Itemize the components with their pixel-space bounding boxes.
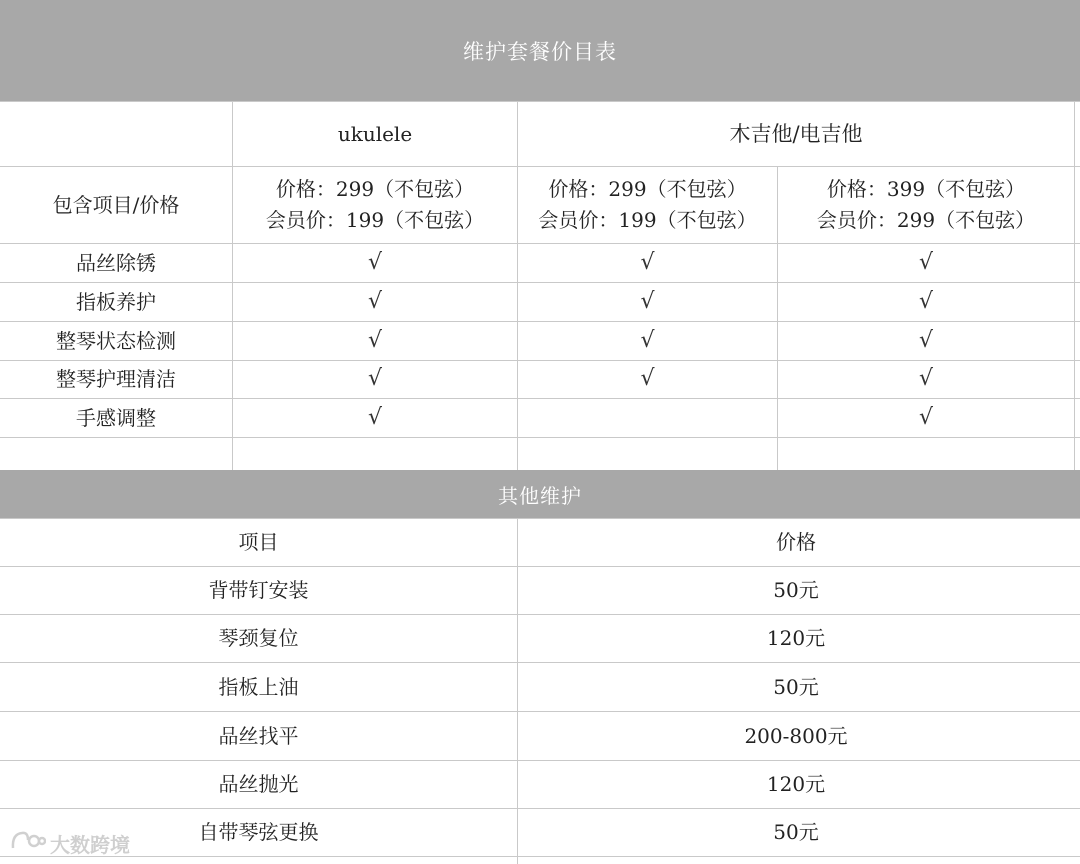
other-price-1: 50元 <box>773 578 819 602</box>
check-mark: √ <box>367 249 383 275</box>
service-name-5: 手感调整 <box>76 405 156 430</box>
page-title: 维护套餐价目表 <box>0 0 1080 101</box>
service-name-1: 品丝除锈 <box>76 250 156 275</box>
check-mark: √ <box>640 366 655 392</box>
service-name-3: 整琴状态检测 <box>56 328 176 353</box>
check-mark: √ <box>918 327 934 353</box>
other-price-2: 120元 <box>766 626 826 650</box>
service-name-2: 指板养护 <box>76 289 156 314</box>
price-line: 价格：299（不包弦） <box>548 177 747 201</box>
other-item-6: 自带琴弦更换 <box>198 820 319 844</box>
member-price-line: 会员价：299（不包弦） <box>816 208 1036 232</box>
price-line: 价格：299（不包弦） <box>275 177 475 201</box>
other-item-2: 琴颈复位 <box>218 626 299 650</box>
logo-icon <box>10 828 46 859</box>
service-name-4: 整琴护理清洁 <box>56 367 176 391</box>
other-item-5: 品丝抛光 <box>218 772 299 796</box>
price-cell-acoustic <box>518 167 777 243</box>
col-header-guitar: 木吉他/电吉他 <box>729 121 863 146</box>
member-price-line: 会员价：199（不包弦） <box>538 208 757 232</box>
other-price-6: 50元 <box>773 820 819 844</box>
col-header-ukulele: ukulele <box>337 121 413 146</box>
check-mark: √ <box>367 366 383 392</box>
other-col-header-price: 价格 <box>776 530 816 554</box>
check-mark: √ <box>640 288 655 314</box>
price-cell-ukulele <box>233 167 517 243</box>
other-item-3: 指板上油 <box>218 674 299 699</box>
other-price-5: 120元 <box>766 772 826 796</box>
check-mark: √ <box>367 288 383 314</box>
member-price-line: 会员价：199（不包弦） <box>265 208 485 232</box>
check-mark: √ <box>918 288 934 314</box>
watermark-text: 大数跨境 <box>50 832 130 857</box>
check-mark: √ <box>367 404 383 430</box>
check-mark: √ <box>918 404 934 430</box>
other-col-header-item: 项目 <box>238 530 279 554</box>
check-mark: √ <box>640 249 655 275</box>
check-mark: √ <box>640 327 655 353</box>
check-mark: √ <box>367 327 383 353</box>
other-price-4: 200-800元 <box>744 723 848 748</box>
check-mark: √ <box>918 366 934 392</box>
other-item-1: 背带钉安装 <box>208 578 309 602</box>
check-mark: √ <box>918 249 934 275</box>
price-line: 价格：399（不包弦） <box>826 177 1026 201</box>
watermark <box>10 828 130 858</box>
price-row-label: 包含项目/价格 <box>52 192 180 217</box>
other-item-4: 品丝找平 <box>218 723 299 748</box>
other-price-3: 50元 <box>773 674 819 699</box>
section-title-other: 其他维护 <box>0 470 1080 518</box>
price-cell-electric <box>778 167 1074 243</box>
